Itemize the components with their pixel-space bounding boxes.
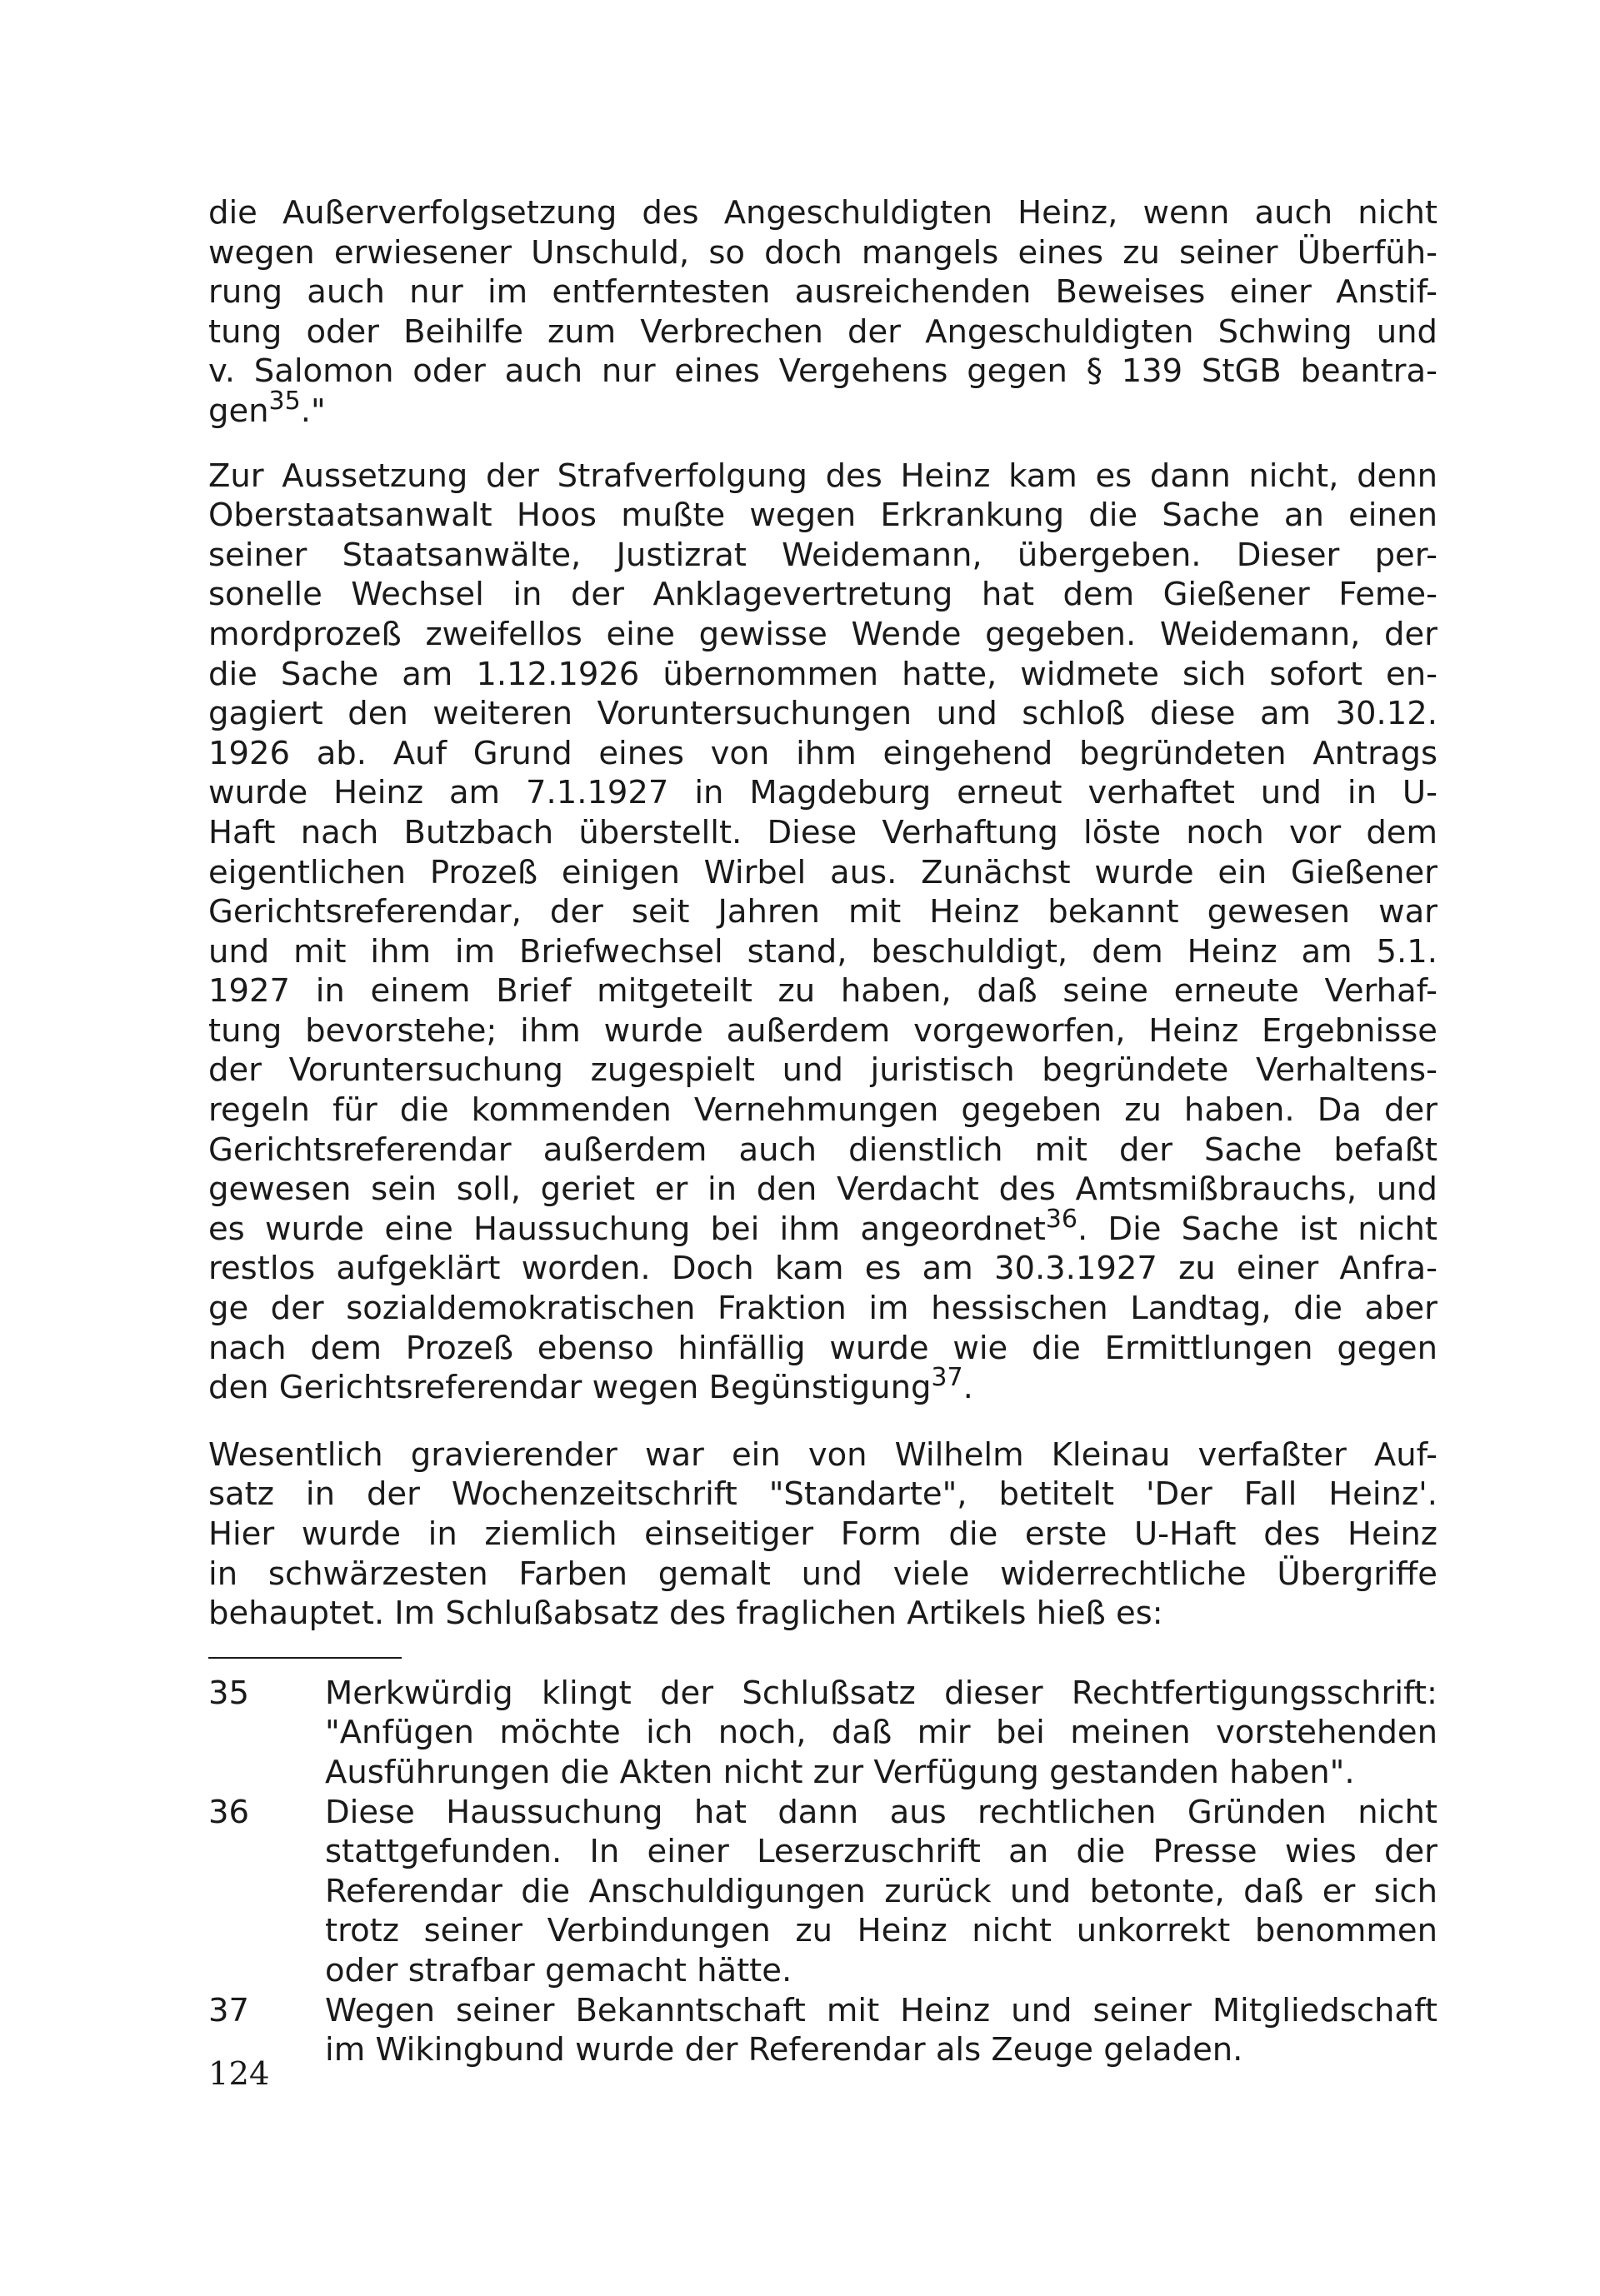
text-line: der Voruntersuchung zugespielt und juristisch begründete Verhaltens- — [208, 1051, 1438, 1090]
footnote-reference: 36 — [1045, 1204, 1078, 1234]
text-line — [208, 1204, 1438, 1250]
footnote-body — [325, 1793, 1438, 1991]
text-fragment: ." — [300, 392, 326, 430]
text-line: Haft nach Butzbach überstellt. Diese Verhaftung löste noch vor dem — [208, 813, 1438, 851]
text-line: ge der sozialdemokratischen Fraktion im hessischen Landtag, die aber — [208, 1290, 1438, 1328]
footnote-37 — [208, 1991, 1438, 2070]
footnote-36 — [208, 1793, 1438, 1991]
text-line: wegen erwiesener Unschuld, so doch mangels eines zu seiner Überfüh- — [208, 233, 1438, 272]
footnote-reference: 35 — [268, 386, 301, 416]
footnote-reference: 37 — [931, 1363, 963, 1393]
text-line: stattgefunden. In einer Leserzuschrift an die Presse wies der — [325, 1833, 1438, 1871]
footnote-number: 36 — [208, 1793, 249, 1831]
body-paragraph-3 — [208, 1435, 1438, 1634]
text-line: tung oder Beihilfe zum Verbrechen der Angeschuldigten Schwing und — [208, 312, 1438, 351]
text-fragment: gen — [208, 392, 269, 430]
text-line: Wesentlich gravierender war ein von Wilhelm Kleinau verfaßter Auf- — [208, 1435, 1438, 1474]
text-line: mordprozeß zweifellos eine gewisse Wende gegeben. Weidemann, der — [208, 615, 1438, 653]
text-line-last — [208, 386, 1438, 432]
text-line-last: behauptet. Im Schlußabsatz des fraglichen Artikels hieß es: — [208, 1595, 1163, 1633]
text-line: die Außerverfolgsetzung des Angeschuldigten Heinz, wenn auch nicht — [208, 194, 1438, 232]
footnote-number: 35 — [208, 1674, 249, 1712]
text-fragment: . Die Sache ist nicht — [1077, 1210, 1438, 1248]
text-line: Hier wurde in ziemlich einseitiger Form die erste U-Haft des Heinz — [208, 1515, 1438, 1553]
text-line-last: Ausführungen die Akten nicht zur Verfügung gestanden haben". — [325, 1753, 1355, 1791]
text-line: Diese Haussuchung hat dann aus rechtlichen Gründen nicht — [325, 1793, 1438, 1831]
footnote-body — [325, 1991, 1438, 2070]
text-line: gagiert den weiteren Voruntersuchungen und schloß diese am 30.12. — [208, 695, 1438, 733]
text-line: Gerichtsreferendar außerdem auch dienstlich mit der Sache befaßt — [208, 1131, 1438, 1169]
text-line-last — [208, 1363, 1438, 1408]
text-line: Merkwürdig klingt der Schlußsatz dieser Rechtfertigungsschrift: — [325, 1674, 1438, 1712]
text-line: 1926 ab. Auf Grund eines von ihm eingehend begründeten Antrags — [208, 734, 1438, 772]
text-line: Referendar die Anschuldigungen zurück und betonte, daß er sich — [325, 1872, 1438, 1910]
text-line: trotz seiner Verbindungen zu Heinz nicht unkorrekt benommen — [325, 1912, 1438, 1950]
text-line-last: im Wikingbund wurde der Referendar als Zeuge geladen. — [325, 2031, 1243, 2069]
text-line: v. Salomon oder auch nur eines Vergehens gegen § 139 StGB beantra- — [208, 352, 1438, 391]
page-number: 124 — [208, 2055, 270, 2093]
body-paragraph-1 — [208, 193, 1438, 432]
text-line: regeln für die kommenden Vernehmungen gegeben zu haben. Da der — [208, 1091, 1438, 1130]
text-line: satz in der Wochenzeitschrift "Standarte", betitelt 'Der Fall Heinz'. — [208, 1475, 1438, 1514]
text-line: tung bevorstehe; ihm wurde außerdem vorgeworfen, Heinz Ergebnisse — [208, 1011, 1438, 1050]
text-line: Wegen seiner Bekanntschaft mit Heinz und seiner Mitgliedschaft — [325, 1991, 1438, 2029]
text-fragment: es wurde eine Haussuchung bei ihm angeordnet — [208, 1210, 1046, 1248]
text-line: und mit ihm im Briefwechsel stand, beschuldigt, dem Heinz am 5.1. — [208, 932, 1438, 971]
body-paragraph-2 — [208, 457, 1438, 1408]
text-line-last: oder strafbar gemacht hätte. — [325, 1951, 792, 1989]
text-line: gewesen sein soll, geriet er in den Verdacht des Amtsmißbrauchs, und — [208, 1170, 1438, 1209]
text-line: nach dem Prozeß ebenso hinfällig wurde wie die Ermittlungen gegen — [208, 1329, 1438, 1367]
footnote-separator-rule — [208, 1657, 402, 1659]
text-line: "Anfügen möchte ich noch, daß mir bei meinen vorstehenden — [325, 1714, 1438, 1752]
text-line: Oberstaatsanwalt Hoos mußte wegen Erkrankung die Sache an einen — [208, 497, 1438, 535]
footnote-number: 37 — [208, 1991, 249, 2029]
document-page — [208, 193, 1438, 2070]
text-line: wurde Heinz am 7.1.1927 in Magdeburg erneut verhaftet und in U- — [208, 774, 1438, 812]
footnote-body — [325, 1674, 1438, 1793]
text-line: in schwärzesten Farben gemalt und viele widerrechtliche Übergriffe — [208, 1555, 1438, 1593]
text-line: Zur Aussetzung der Strafverfolgung des Heinz kam es dann nicht, denn — [208, 457, 1438, 495]
text-line: eigentlichen Prozeß einigen Wirbel aus. Zunächst wurde ein Gießener — [208, 853, 1438, 891]
text-fragment: . — [962, 1369, 973, 1407]
text-line: 1927 in einem Brief mitgeteilt zu haben, daß seine erneute Verhaf- — [208, 972, 1438, 1011]
text-line: seiner Staatsanwälte, Justizrat Weidemann, übergeben. Dieser per- — [208, 536, 1438, 574]
text-line: restlos aufgeklärt worden. Doch kam es am 30.3.1927 zu einer Anfra- — [208, 1250, 1438, 1288]
text-fragment: den Gerichtsreferendar wegen Begünstigung — [208, 1369, 932, 1407]
footnote-35 — [208, 1674, 1438, 1793]
text-line: die Sache am 1.12.1926 übernommen hatte, widmete sich sofort en- — [208, 655, 1438, 693]
text-line: rung auch nur im entferntesten ausreichenden Beweises einer Anstif- — [208, 273, 1438, 312]
text-line: Gerichtsreferendar, der seit Jahren mit Heinz bekannt gewesen war — [208, 893, 1438, 931]
text-line: sonelle Wechsel in der Anklagevertretung hat dem Gießener Feme- — [208, 576, 1438, 614]
footnotes — [208, 1674, 1438, 2070]
